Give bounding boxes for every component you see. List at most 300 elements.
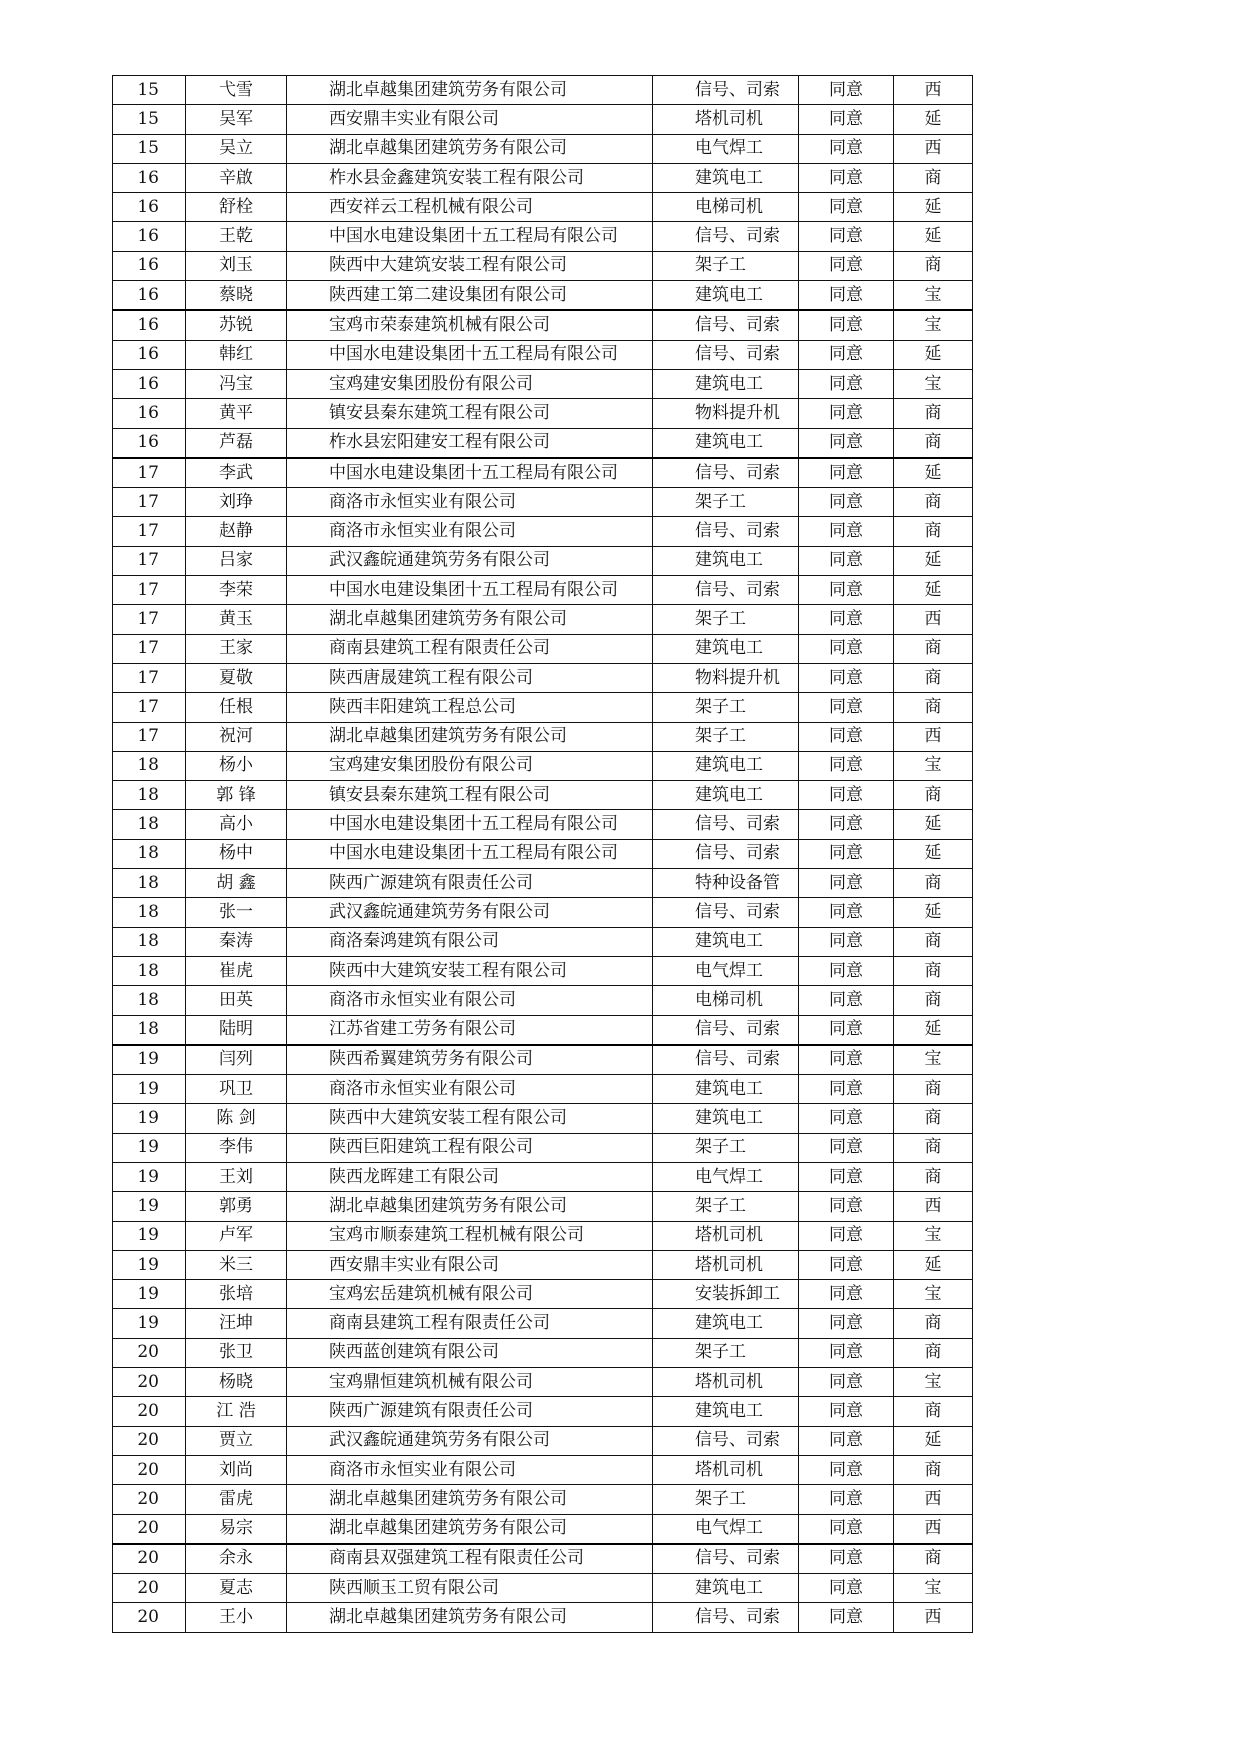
- cell-region: 西: [894, 1514, 973, 1544]
- cell-job-type: 信号、司索: [653, 310, 799, 340]
- cell-name: 高小: [186, 810, 287, 839]
- cell-approval: 同意: [799, 1485, 894, 1514]
- table-row: [113, 605, 973, 634]
- cell-company: 湖北卓越集团建筑劳务有限公司: [287, 722, 653, 751]
- cell-approval: 同意: [799, 634, 894, 663]
- cell-region: 商: [894, 1104, 973, 1133]
- cell-region: 商: [894, 927, 973, 956]
- cell-job-type: 架子工: [653, 488, 799, 517]
- table-row: [113, 222, 973, 251]
- cell-region: 商: [894, 428, 973, 458]
- cell-job-type: 信号、司索: [653, 839, 799, 868]
- cell-number: 17: [113, 458, 186, 488]
- cell-name: 杨中: [186, 839, 287, 868]
- cell-name: 余永: [186, 1544, 287, 1574]
- cell-company: 商南县双强建筑工程有限责任公司: [287, 1544, 653, 1574]
- cell-region: 西: [894, 722, 973, 751]
- cell-name: 卢军: [186, 1221, 287, 1250]
- cell-company: 湖北卓越集团建筑劳务有限公司: [287, 605, 653, 634]
- table-row: [113, 1338, 973, 1367]
- cell-name: 吴立: [186, 134, 287, 163]
- cell-region: 延: [894, 193, 973, 222]
- cell-job-type: 建筑电工: [653, 546, 799, 575]
- cell-name: 陆明: [186, 1015, 287, 1045]
- cell-job-type: 信号、司索: [653, 340, 799, 369]
- cell-name: 李武: [186, 458, 287, 488]
- cell-region: 商: [894, 663, 973, 692]
- cell-approval: 同意: [799, 310, 894, 340]
- cell-number: 18: [113, 986, 186, 1015]
- cell-number: 17: [113, 576, 186, 605]
- table-row: [113, 1045, 973, 1075]
- cell-job-type: 塔机司机: [653, 1250, 799, 1279]
- cell-number: 20: [113, 1455, 186, 1484]
- cell-company: 宝鸡建安集团股份有限公司: [287, 369, 653, 398]
- cell-job-type: 架子工: [653, 1192, 799, 1221]
- cell-company: 湖北卓越集团建筑劳务有限公司: [287, 1192, 653, 1221]
- cell-number: 17: [113, 722, 186, 751]
- cell-region: 宝: [894, 1280, 973, 1309]
- cell-number: 17: [113, 634, 186, 663]
- cell-job-type: 架子工: [653, 693, 799, 722]
- cell-company: 陕西中大建筑安装工程有限公司: [287, 1104, 653, 1133]
- cell-number: 20: [113, 1338, 186, 1367]
- cell-region: 宝: [894, 1221, 973, 1250]
- cell-company: 中国水电建设集团十五工程局有限公司: [287, 810, 653, 839]
- cell-company: 陕西龙晖建工有限公司: [287, 1162, 653, 1191]
- cell-number: 19: [113, 1045, 186, 1075]
- cell-company: 陕西中大建筑安装工程有限公司: [287, 251, 653, 280]
- cell-region: 西: [894, 1603, 973, 1632]
- cell-number: 16: [113, 222, 186, 251]
- cell-number: 17: [113, 488, 186, 517]
- cell-number: 18: [113, 839, 186, 868]
- cell-job-type: 建筑电工: [653, 1309, 799, 1338]
- cell-company: 湖北卓越集团建筑劳务有限公司: [287, 134, 653, 163]
- cell-company: 商洛市永恒实业有限公司: [287, 1075, 653, 1104]
- cell-name: 赵静: [186, 517, 287, 546]
- cell-company: 宝鸡市顺泰建筑工程机械有限公司: [287, 1221, 653, 1250]
- cell-job-type: 建筑电工: [653, 634, 799, 663]
- cell-number: 19: [113, 1104, 186, 1133]
- cell-region: 商: [894, 869, 973, 898]
- cell-name: 王家: [186, 634, 287, 663]
- cell-name: 苏锐: [186, 310, 287, 340]
- cell-approval: 同意: [799, 251, 894, 280]
- cell-company: 中国水电建设集团十五工程局有限公司: [287, 458, 653, 488]
- cell-company: 陕西蓝创建筑有限公司: [287, 1338, 653, 1367]
- cell-approval: 同意: [799, 1162, 894, 1191]
- cell-number: 17: [113, 546, 186, 575]
- personnel-table: [112, 75, 973, 1633]
- table-row: [113, 517, 973, 546]
- cell-number: 19: [113, 1162, 186, 1191]
- cell-approval: 同意: [799, 1221, 894, 1250]
- cell-number: 20: [113, 1544, 186, 1574]
- cell-region: 延: [894, 340, 973, 369]
- cell-region: 宝: [894, 751, 973, 780]
- table-row: [113, 1015, 973, 1045]
- cell-job-type: 信号、司索: [653, 898, 799, 927]
- cell-region: 延: [894, 1250, 973, 1279]
- cell-job-type: 架子工: [653, 1338, 799, 1367]
- cell-name: 刘琤: [186, 488, 287, 517]
- cell-name: 秦涛: [186, 927, 287, 956]
- cell-number: 18: [113, 869, 186, 898]
- cell-job-type: 建筑电工: [653, 1397, 799, 1426]
- cell-name: 雷虎: [186, 1485, 287, 1514]
- cell-name: 黄玉: [186, 605, 287, 634]
- cell-region: 延: [894, 1426, 973, 1455]
- cell-job-type: 信号、司索: [653, 1426, 799, 1455]
- cell-name: 田英: [186, 986, 287, 1015]
- cell-company: 镇安县秦东建筑工程有限公司: [287, 781, 653, 810]
- table-row: [113, 781, 973, 810]
- table-row: [113, 1514, 973, 1544]
- cell-company: 商南县建筑工程有限责任公司: [287, 1309, 653, 1338]
- table-row: [113, 134, 973, 163]
- cell-approval: 同意: [799, 1397, 894, 1426]
- cell-company: 西安祥云工程机械有限公司: [287, 193, 653, 222]
- table-row: [113, 810, 973, 839]
- cell-region: 商: [894, 1309, 973, 1338]
- cell-region: 商: [894, 517, 973, 546]
- table-row: [113, 193, 973, 222]
- cell-company: 宝鸡市荣泰建筑机械有限公司: [287, 310, 653, 340]
- cell-region: 商: [894, 251, 973, 280]
- table-row: [113, 428, 973, 458]
- cell-job-type: 信号、司索: [653, 810, 799, 839]
- table-row: [113, 1455, 973, 1484]
- cell-approval: 同意: [799, 1133, 894, 1162]
- cell-name: 辛啟: [186, 163, 287, 192]
- table-row: [113, 1603, 973, 1632]
- table-row: [113, 488, 973, 517]
- cell-number: 17: [113, 663, 186, 692]
- cell-number: 16: [113, 251, 186, 280]
- cell-number: 16: [113, 340, 186, 369]
- cell-approval: 同意: [799, 1455, 894, 1484]
- cell-name: 冯宝: [186, 369, 287, 398]
- cell-number: 16: [113, 163, 186, 192]
- cell-region: 西: [894, 605, 973, 634]
- cell-name: 张卫: [186, 1338, 287, 1367]
- cell-number: 17: [113, 605, 186, 634]
- cell-approval: 同意: [799, 399, 894, 428]
- table-row: [113, 751, 973, 780]
- cell-approval: 同意: [799, 1426, 894, 1455]
- cell-approval: 同意: [799, 193, 894, 222]
- table-row: [113, 898, 973, 927]
- cell-job-type: 建筑电工: [653, 927, 799, 956]
- cell-region: 延: [894, 222, 973, 251]
- table-row: [113, 956, 973, 985]
- cell-company: 宝鸡建安集团股份有限公司: [287, 751, 653, 780]
- cell-region: 宝: [894, 1045, 973, 1075]
- cell-job-type: 电气焊工: [653, 134, 799, 163]
- cell-job-type: 建筑电工: [653, 781, 799, 810]
- cell-number: 19: [113, 1075, 186, 1104]
- table-row: [113, 986, 973, 1015]
- cell-job-type: 塔机司机: [653, 1455, 799, 1484]
- cell-number: 20: [113, 1574, 186, 1603]
- cell-name: 王乾: [186, 222, 287, 251]
- cell-company: 商洛市永恒实业有限公司: [287, 488, 653, 517]
- cell-number: 19: [113, 1133, 186, 1162]
- cell-approval: 同意: [799, 810, 894, 839]
- cell-job-type: 架子工: [653, 605, 799, 634]
- cell-job-type: 信号、司索: [653, 458, 799, 488]
- cell-region: 延: [894, 1015, 973, 1045]
- table-row: [113, 693, 973, 722]
- cell-approval: 同意: [799, 722, 894, 751]
- cell-number: 18: [113, 927, 186, 956]
- table-row: [113, 663, 973, 692]
- table-row: [113, 281, 973, 311]
- cell-number: 18: [113, 1015, 186, 1045]
- cell-region: 商: [894, 956, 973, 985]
- cell-approval: 同意: [799, 781, 894, 810]
- cell-job-type: 架子工: [653, 1485, 799, 1514]
- table-row: [113, 722, 973, 751]
- cell-job-type: 架子工: [653, 251, 799, 280]
- cell-name: 易宗: [186, 1514, 287, 1544]
- cell-company: 陕西唐晟建筑工程有限公司: [287, 663, 653, 692]
- cell-company: 武汉鑫皖通建筑劳务有限公司: [287, 1426, 653, 1455]
- cell-region: 商: [894, 634, 973, 663]
- cell-approval: 同意: [799, 517, 894, 546]
- cell-company: 宝鸡宏岳建筑机械有限公司: [287, 1280, 653, 1309]
- cell-number: 16: [113, 281, 186, 311]
- cell-approval: 同意: [799, 1045, 894, 1075]
- cell-job-type: 信号、司索: [653, 222, 799, 251]
- table-row: [113, 546, 973, 575]
- cell-job-type: 建筑电工: [653, 1075, 799, 1104]
- cell-company: 镇安县秦东建筑工程有限公司: [287, 399, 653, 428]
- cell-company: 宝鸡鼎恒建筑机械有限公司: [287, 1368, 653, 1397]
- cell-approval: 同意: [799, 1280, 894, 1309]
- cell-company: 陕西顺玉工贸有限公司: [287, 1574, 653, 1603]
- cell-region: 延: [894, 839, 973, 868]
- cell-approval: 同意: [799, 956, 894, 985]
- cell-approval: 同意: [799, 134, 894, 163]
- cell-job-type: 架子工: [653, 722, 799, 751]
- cell-number: 17: [113, 693, 186, 722]
- table-row: [113, 1250, 973, 1279]
- cell-number: 16: [113, 310, 186, 340]
- cell-approval: 同意: [799, 1603, 894, 1632]
- cell-job-type: 特种设备管: [653, 869, 799, 898]
- cell-name: 黄平: [186, 399, 287, 428]
- cell-approval: 同意: [799, 1250, 894, 1279]
- table-row: [113, 458, 973, 488]
- cell-job-type: 信号、司索: [653, 1015, 799, 1045]
- cell-job-type: 建筑电工: [653, 1574, 799, 1603]
- cell-number: 16: [113, 193, 186, 222]
- cell-job-type: 建筑电工: [653, 369, 799, 398]
- cell-job-type: 信号、司索: [653, 76, 799, 105]
- cell-company: 商南县建筑工程有限责任公司: [287, 634, 653, 663]
- cell-approval: 同意: [799, 163, 894, 192]
- cell-region: 宝: [894, 1368, 973, 1397]
- cell-number: 19: [113, 1221, 186, 1250]
- cell-name: 陈 剑: [186, 1104, 287, 1133]
- cell-name: 弋雪: [186, 76, 287, 105]
- cell-job-type: 塔机司机: [653, 105, 799, 134]
- cell-region: 西: [894, 1485, 973, 1514]
- cell-name: 王刘: [186, 1162, 287, 1191]
- table-row: [113, 1426, 973, 1455]
- cell-number: 18: [113, 898, 186, 927]
- cell-name: 张培: [186, 1280, 287, 1309]
- cell-approval: 同意: [799, 576, 894, 605]
- table-row: [113, 1075, 973, 1104]
- cell-region: 宝: [894, 369, 973, 398]
- cell-name: 王小: [186, 1603, 287, 1632]
- cell-name: 刘玉: [186, 251, 287, 280]
- table-row: [113, 1397, 973, 1426]
- cell-job-type: 物料提升机: [653, 663, 799, 692]
- cell-number: 20: [113, 1426, 186, 1455]
- cell-number: 20: [113, 1514, 186, 1544]
- cell-company: 中国水电建设集团十五工程局有限公司: [287, 839, 653, 868]
- cell-region: 西: [894, 134, 973, 163]
- cell-company: 陕西希翼建筑劳务有限公司: [287, 1045, 653, 1075]
- cell-company: 柞水县宏阳建安工程有限公司: [287, 428, 653, 458]
- table-row: [113, 1221, 973, 1250]
- table-row: [113, 1544, 973, 1574]
- cell-number: 15: [113, 76, 186, 105]
- cell-number: 18: [113, 810, 186, 839]
- cell-approval: 同意: [799, 839, 894, 868]
- cell-job-type: 架子工: [653, 1133, 799, 1162]
- cell-name: 贾立: [186, 1426, 287, 1455]
- cell-number: 20: [113, 1485, 186, 1514]
- cell-name: 舒栓: [186, 193, 287, 222]
- cell-company: 湖北卓越集团建筑劳务有限公司: [287, 1514, 653, 1544]
- cell-name: 杨晓: [186, 1368, 287, 1397]
- table-row: [113, 1104, 973, 1133]
- table-row: [113, 1368, 973, 1397]
- cell-number: 18: [113, 956, 186, 985]
- cell-company: 商洛秦鸿建筑有限公司: [287, 927, 653, 956]
- table-row: [113, 369, 973, 398]
- cell-name: 夏志: [186, 1574, 287, 1603]
- cell-number: 15: [113, 105, 186, 134]
- table-row: [113, 105, 973, 134]
- cell-region: 商: [894, 781, 973, 810]
- cell-region: 商: [894, 1162, 973, 1191]
- cell-name: 夏敬: [186, 663, 287, 692]
- cell-name: 江 浩: [186, 1397, 287, 1426]
- cell-name: 芦磊: [186, 428, 287, 458]
- cell-job-type: 建筑电工: [653, 428, 799, 458]
- cell-region: 宝: [894, 1574, 973, 1603]
- table-row: [113, 1280, 973, 1309]
- cell-approval: 同意: [799, 281, 894, 311]
- cell-number: 20: [113, 1397, 186, 1426]
- cell-company: 中国水电建设集团十五工程局有限公司: [287, 576, 653, 605]
- cell-region: 商: [894, 399, 973, 428]
- cell-region: 商: [894, 986, 973, 1015]
- cell-region: 西: [894, 76, 973, 105]
- cell-region: 商: [894, 1075, 973, 1104]
- cell-job-type: 信号、司索: [653, 1544, 799, 1574]
- cell-name: 李荣: [186, 576, 287, 605]
- cell-approval: 同意: [799, 751, 894, 780]
- cell-approval: 同意: [799, 1015, 894, 1045]
- cell-number: 20: [113, 1368, 186, 1397]
- cell-job-type: 建筑电工: [653, 281, 799, 311]
- cell-approval: 同意: [799, 1192, 894, 1221]
- cell-company: 湖北卓越集团建筑劳务有限公司: [287, 1603, 653, 1632]
- cell-region: 西: [894, 1192, 973, 1221]
- cell-region: 延: [894, 546, 973, 575]
- cell-approval: 同意: [799, 1104, 894, 1133]
- cell-job-type: 物料提升机: [653, 399, 799, 428]
- cell-number: 16: [113, 428, 186, 458]
- cell-job-type: 信号、司索: [653, 576, 799, 605]
- cell-approval: 同意: [799, 369, 894, 398]
- cell-region: 商: [894, 1397, 973, 1426]
- cell-company: 武汉鑫皖通建筑劳务有限公司: [287, 898, 653, 927]
- table-row: [113, 76, 973, 105]
- table-row: [113, 1192, 973, 1221]
- cell-number: 18: [113, 781, 186, 810]
- cell-region: 延: [894, 458, 973, 488]
- cell-name: 吴军: [186, 105, 287, 134]
- cell-number: 15: [113, 134, 186, 163]
- cell-company: 中国水电建设集团十五工程局有限公司: [287, 222, 653, 251]
- cell-approval: 同意: [799, 1338, 894, 1367]
- cell-approval: 同意: [799, 428, 894, 458]
- cell-region: 延: [894, 576, 973, 605]
- cell-name: 郭 锋: [186, 781, 287, 810]
- table-body: [113, 76, 973, 1633]
- cell-company: 陕西广源建筑有限责任公司: [287, 1397, 653, 1426]
- table-row: [113, 1309, 973, 1338]
- cell-company: 陕西巨阳建筑工程有限公司: [287, 1133, 653, 1162]
- cell-number: 18: [113, 751, 186, 780]
- table-row: [113, 163, 973, 192]
- cell-name: 汪坤: [186, 1309, 287, 1338]
- table-row: [113, 340, 973, 369]
- cell-job-type: 塔机司机: [653, 1368, 799, 1397]
- cell-region: 商: [894, 1338, 973, 1367]
- cell-name: 韩红: [186, 340, 287, 369]
- cell-job-type: 塔机司机: [653, 1221, 799, 1250]
- cell-company: 商洛市永恒实业有限公司: [287, 1455, 653, 1484]
- table-row: [113, 1574, 973, 1603]
- cell-region: 商: [894, 1133, 973, 1162]
- cell-name: 胡 鑫: [186, 869, 287, 898]
- cell-job-type: 信号、司索: [653, 517, 799, 546]
- cell-company: 陕西丰阳建筑工程总公司: [287, 693, 653, 722]
- cell-approval: 同意: [799, 105, 894, 134]
- cell-company: 西安鼎丰实业有限公司: [287, 105, 653, 134]
- table-row: [113, 1485, 973, 1514]
- cell-number: 19: [113, 1192, 186, 1221]
- cell-approval: 同意: [799, 1368, 894, 1397]
- cell-region: 商: [894, 488, 973, 517]
- cell-number: 19: [113, 1309, 186, 1338]
- cell-company: 柞水县金鑫建筑安装工程有限公司: [287, 163, 653, 192]
- cell-company: 西安鼎丰实业有限公司: [287, 1250, 653, 1279]
- cell-approval: 同意: [799, 663, 894, 692]
- cell-job-type: 建筑电工: [653, 751, 799, 780]
- cell-number: 16: [113, 369, 186, 398]
- cell-company: 江苏省建工劳务有限公司: [287, 1015, 653, 1045]
